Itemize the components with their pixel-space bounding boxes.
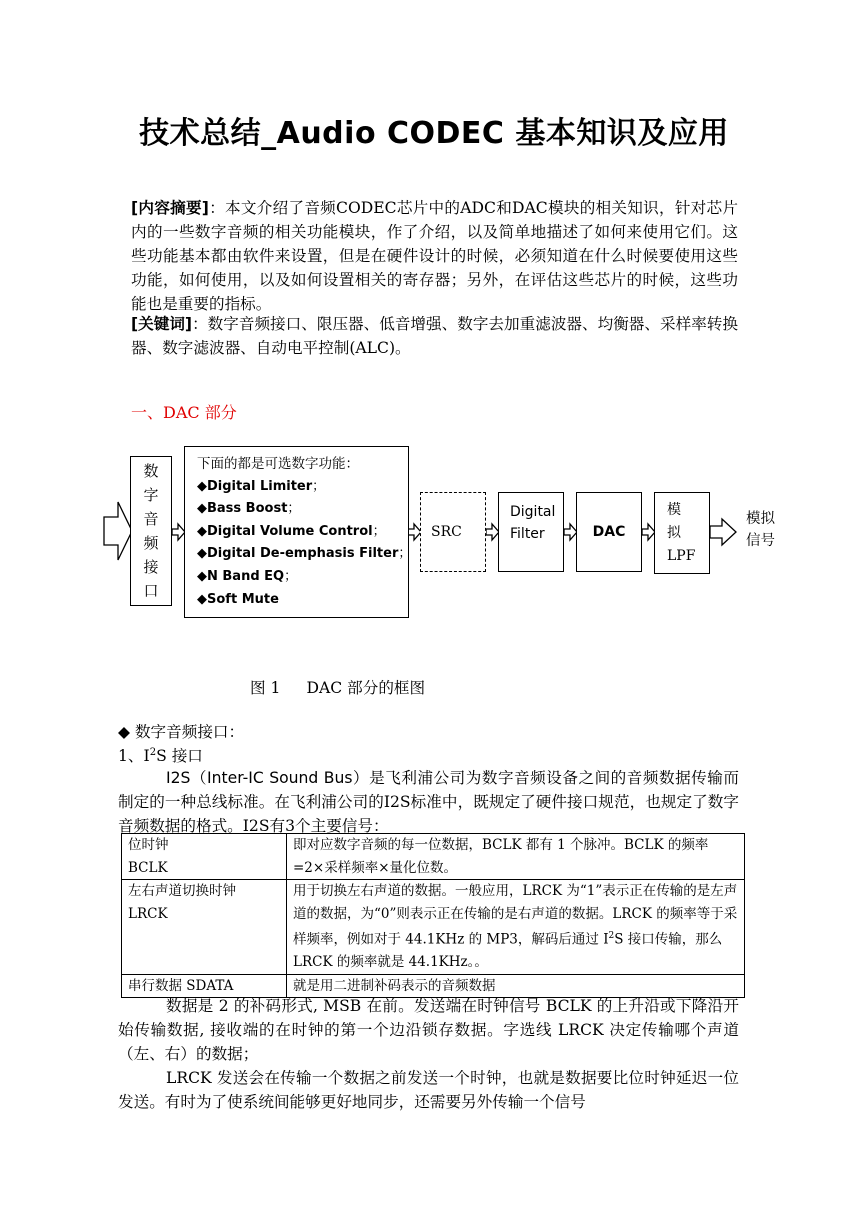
signal-desc-cell: 就是用二进制补码表示的音频数据 (287, 974, 745, 998)
input-char: 频 (143, 534, 159, 552)
input-arrow (104, 502, 132, 560)
filter-label-line2: Filter (510, 526, 545, 542)
dac-block-diagram (0, 440, 868, 640)
optional-functions-box (184, 446, 412, 618)
lpf-label-line: 拟 (667, 525, 681, 541)
i2s-intro-paragraph (118, 766, 739, 838)
section-heading-dac: 一、DAC 部分 (131, 403, 237, 422)
lpf-label-line: LPF (667, 548, 696, 564)
signal-desc-cell: 用于切换左右声道的数据。一般应用，LRCK 为“1”表示正在传输的是左声道的数据，为“0”则表示正在传输的是右声道的数据。LRCK 的频率等于采样频率，例如对于 44.1KHz 的 MP3，解码后通过 $I^2S$ 接口传输，那么 LRCK 的频率就是 44.1KHz。。 (287, 880, 745, 975)
input-char: 数 (143, 462, 159, 480)
table-row (122, 834, 745, 880)
features-title: 下面的都是可选数字功能： (197, 456, 359, 472)
analog-signal-output-label: 模拟 信号 (746, 511, 775, 549)
feature-item: ◆Soft Mute (197, 591, 279, 607)
input-char: 字 (143, 486, 159, 504)
document-title: 技术总结_Audio CODEC 基本知识及应用 (139, 116, 729, 151)
abstract-paragraph (131, 196, 738, 316)
lpf-label-line: 模 (667, 502, 681, 518)
keywords-text: ：数字音频接口、限压器、低音增强、数字去加重滤波器、均衡器、采样率转换器、数字滤波器、自动电平控制(ALC)。 (131, 315, 738, 357)
i2s-intro-text: 是飞利浦公司为数字音频设备之间的音频数据传输而制定的一种总线标准。在飞利浦公司的I2S标准中，既规定了硬件接口规范，也规定了数字音频数据的格式。I2S有3个主要信号： (118, 769, 739, 835)
table-row (122, 880, 745, 975)
output-arrow (710, 519, 736, 545)
abstract-text: ：本文介绍了音频CODEC芯片中的ADC和DAC模块的相关知识，针对芯片内的一些数字音频的相关功能模块，作了介绍，以及简单地描述了如何来使用它们。这些功能基本都由软件来设置，但是在硬件设计的时候，必须知道在什么时候要使用这些功能，如何使用，以及如何设置相关的寄存器；另外，在评估这些芯片的时候，这些功能也是重要的指标。 (131, 199, 738, 313)
dac-label: DAC (592, 524, 626, 540)
src-box (420, 492, 486, 572)
signal-desc-cell: 即对应数字音频的每一位数据，BCLK 都有 1 个脉冲。BCLK 的频率=2×采样频率×量化位数。 (287, 834, 745, 880)
input-char: 音 (143, 510, 159, 528)
src-label: SRC (431, 524, 462, 540)
analog-lpf-box (654, 492, 710, 574)
keywords-paragraph (131, 312, 738, 360)
feature-item: ◆Bass Boost； (197, 501, 301, 517)
input-char: 接 (143, 558, 159, 576)
figure-caption-text: DAC 部分的框图 (306, 679, 426, 697)
signal-name-cell: 串行数据 SDATA (122, 974, 287, 998)
bullet-digital-audio-interface: ◆ 数字音频接口： (118, 723, 245, 741)
abstract-label: [内容摘要] (131, 199, 209, 217)
feature-item: ◆N Band EQ； (197, 568, 298, 584)
feature-item: ◆Digital Volume Control； (197, 523, 386, 539)
figure-number: 图 1 (250, 679, 281, 697)
i2s-signals-table (121, 833, 745, 998)
lrck-paragraph: LRCK 发送会在传输一个数据之前发送一个时钟，也就是数据要比位时钟延迟一位发送。有时为了使系统间能够更好地同步，还需要另外传输一个信号 (118, 1069, 739, 1111)
figure-caption (250, 676, 425, 698)
i2s-heading: 1、$I^2S$ 接口 (118, 746, 203, 765)
i2s-intro-name: I2S（Inter-IC Sound Bus） (166, 769, 370, 787)
dac-box (576, 492, 642, 572)
digital-filter-box (498, 492, 564, 572)
input-char: 口 (143, 582, 159, 600)
signal-name-cell: 左右声道切换时钟 LRCK (122, 880, 287, 975)
signal-name-cell: 位时钟 BCLK (122, 834, 287, 880)
digital-audio-interface-box (130, 456, 172, 606)
feature-item: ◆Digital De-emphasis Filter； (197, 546, 412, 562)
filter-label-line1: Digital (510, 504, 556, 520)
data-format-paragraph: 数据是 2 的补码形式, MSB 在前。发送端在时钟信号 BCLK 的上升沿或下降沿开始传输数据, 接收端的在时钟的第一个边沿锁存数据。字选线 LRCK 决定传输哪个声道（左、右）的数据； (118, 997, 739, 1063)
feature-item: ◆Digital Limiter； (197, 478, 326, 494)
keywords-label: [关键词] (131, 315, 193, 333)
